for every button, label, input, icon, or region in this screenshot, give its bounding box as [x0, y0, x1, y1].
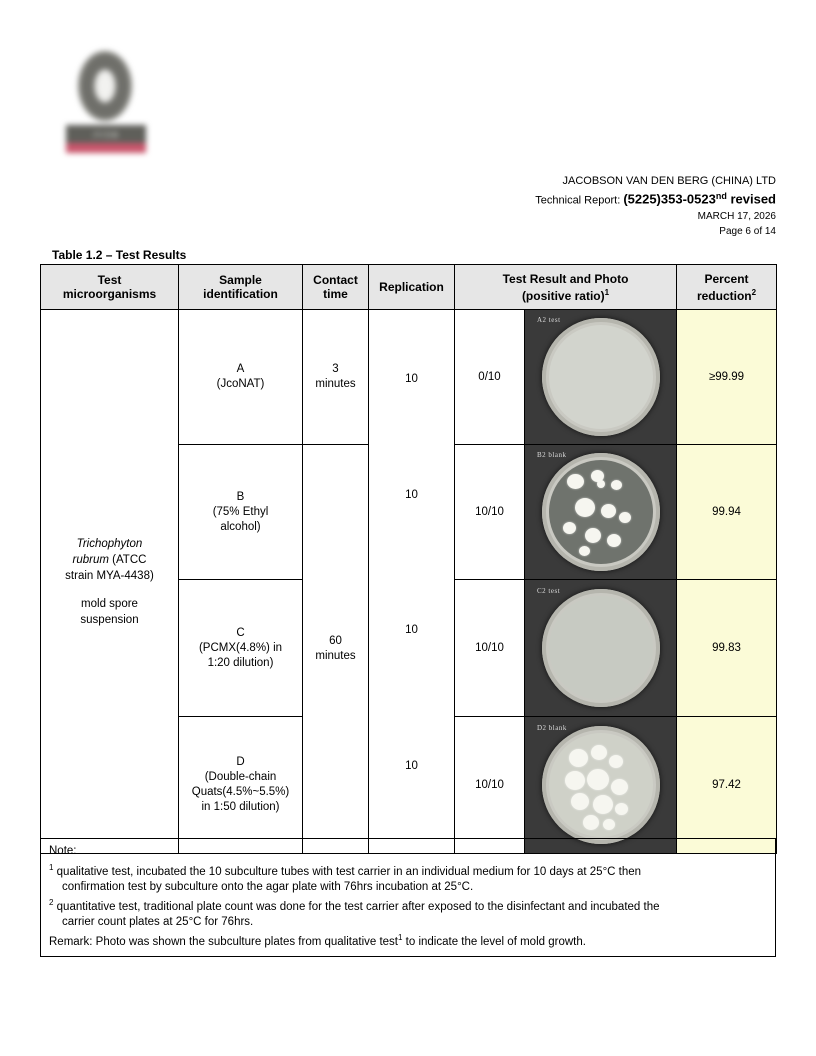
column-header-result-line1: Test Result and Photo — [502, 271, 629, 286]
note-item-1 — [49, 860, 767, 880]
colony — [565, 771, 585, 790]
organism-name-line1 — [41, 536, 178, 552]
sample-id-line1: A — [236, 363, 245, 375]
colony — [571, 793, 589, 810]
colony — [603, 819, 615, 830]
note-box — [40, 838, 776, 957]
column-header-replication-line1: Replication — [379, 280, 444, 294]
colony — [567, 474, 584, 489]
cell-positive-ratio: 10/10 — [455, 717, 525, 854]
column-header-contact-line2: time — [323, 287, 348, 301]
header-report-number: (5225)353-0523 — [623, 191, 716, 207]
colony — [583, 815, 599, 830]
header-company: JACOBSON VAN DEN BERG (CHINA) LTD — [562, 175, 776, 187]
sample-id-line1: D — [236, 756, 245, 768]
petri-photo-d — [525, 718, 676, 852]
colony — [579, 546, 590, 556]
colony — [611, 779, 628, 795]
organism-strain: strain MYA-4438) — [65, 569, 154, 582]
logo-wordmark: JVDB — [92, 130, 120, 140]
note-1-marker: 1 — [49, 863, 54, 872]
column-header-contact-line1: Contact — [313, 273, 358, 287]
sample-id-line3: alcohol) — [220, 520, 261, 533]
table-row — [41, 310, 777, 445]
petri-agar-surface — [549, 460, 653, 564]
sample-id-line2: (PCMX(4.8%) in — [198, 641, 283, 654]
cell-photo — [525, 580, 677, 717]
petri-photo-c — [525, 581, 676, 715]
sample-id-line3: Quats(4.5%~5.5%) — [191, 786, 290, 798]
cell-sample-id — [179, 717, 303, 854]
contact-time-unit: minutes — [315, 650, 356, 662]
column-header-percent-line2-text: reduction — [696, 288, 752, 303]
column-header-percent-reduction — [677, 265, 777, 310]
colony — [609, 755, 623, 768]
petri-photo-label: D2 blank — [537, 724, 567, 732]
column-header-contact-time — [303, 265, 369, 310]
cell-percent-reduction: ≥99.99 — [677, 310, 777, 445]
sample-id-line2: (75% Ethyl — [212, 505, 269, 518]
contact-time-unit: minutes — [315, 378, 356, 390]
note-2-line1: quantitative test, traditional plate count was done for the test carrier after exposed to the disinfectant and incubated the — [53, 900, 660, 913]
colony — [615, 803, 628, 815]
contact-time-value: 3 — [332, 363, 339, 375]
header-report-label: Technical Report: — [535, 194, 624, 207]
column-header-percent-footnote-marker: 2 — [751, 287, 757, 297]
column-header-result-footnote-marker: 1 — [604, 287, 610, 297]
cell-percent-reduction: 99.83 — [677, 580, 777, 717]
replication-value-c: 10 — [405, 623, 418, 636]
petri-photo-label: C2 test — [537, 587, 561, 595]
cell-positive-ratio: 10/10 — [455, 445, 525, 580]
organism-name-line2 — [41, 552, 178, 568]
note-remark-post: to indicate the level of mold growth. — [402, 935, 586, 948]
cell-positive-ratio: 0/10 — [455, 310, 525, 445]
petri-photo-label: A2 test — [537, 316, 561, 324]
organism-atcc-prefix: (ATCC — [108, 553, 147, 566]
cell-percent-reduction: 97.42 — [677, 717, 777, 854]
logo-ring-inner-icon — [94, 69, 116, 103]
cell-photo — [525, 310, 677, 445]
cell-sample-id — [179, 580, 303, 717]
note-remark-pre: Remark: Photo was shown the subculture plates from qualitative test — [49, 935, 399, 948]
cell-sample-id — [179, 445, 303, 580]
petri-agar-surface — [549, 325, 653, 429]
replication-value-b: 10 — [405, 488, 418, 501]
cell-photo — [525, 717, 677, 854]
contact-time-value: 60 — [329, 635, 342, 647]
column-header-microorganisms-line1: Test — [97, 273, 122, 287]
sample-id-line1: B — [236, 490, 245, 503]
note-remark-marker: 1 — [398, 932, 403, 942]
colony — [575, 498, 595, 517]
cell-contact-time-60min — [303, 445, 369, 854]
note-remark — [49, 930, 767, 950]
cell-organism — [41, 310, 179, 854]
test-results-table — [40, 264, 777, 854]
column-header-microorganisms-line2: microorganisms — [62, 287, 157, 301]
colony — [611, 480, 622, 490]
colony — [591, 745, 607, 760]
header-date: MARCH 17, 2026 — [697, 210, 776, 222]
colony — [585, 528, 601, 543]
organism-form-line2: suspension — [80, 613, 139, 626]
document-header — [535, 174, 776, 239]
column-header-result-line2 — [458, 286, 673, 303]
sample-id-line1: C — [236, 626, 245, 639]
logo-graphic — [66, 47, 146, 159]
company-logo — [66, 47, 146, 159]
sample-id-line3: 1:20 dilution) — [207, 656, 274, 669]
sample-id-line4: in 1:50 dilution) — [201, 801, 280, 813]
organism-genus: Trichophyton — [76, 537, 143, 550]
header-page-number: Page 6 of 14 — [719, 225, 776, 237]
petri-agar-surface — [549, 596, 653, 700]
note-item-2 — [49, 895, 767, 915]
column-header-replication — [369, 265, 455, 310]
petri-photo-label: B2 blank — [537, 451, 567, 459]
column-header-percent-line1: Percent — [704, 271, 749, 286]
colony — [587, 769, 609, 790]
table-header-row — [41, 265, 777, 310]
note-item-2-cont: carrier count plates at 25°C for 76hrs. — [62, 915, 254, 928]
sample-id-line2: (Double-chain — [204, 771, 277, 783]
column-header-microorganisms — [41, 265, 179, 310]
cell-positive-ratio: 10/10 — [455, 580, 525, 717]
colony — [607, 534, 621, 547]
note-title: Note: — [49, 845, 77, 857]
cell-sample-id — [179, 310, 303, 445]
organism-species: rubrum — [72, 553, 109, 566]
column-header-percent-line2 — [680, 286, 773, 303]
colony — [601, 504, 616, 518]
petri-photo-b — [525, 445, 676, 579]
colony — [619, 512, 631, 523]
column-header-sample-line2: identification — [203, 287, 278, 301]
colony — [593, 795, 613, 814]
column-header-result-line2-text: (positive ratio) — [521, 288, 605, 303]
replication-value-a: 10 — [405, 372, 418, 385]
cell-contact-time-3min — [303, 310, 369, 445]
cell-photo — [525, 445, 677, 580]
header-report-line — [535, 189, 776, 209]
column-header-sample-identification — [179, 265, 303, 310]
column-header-test-result-photo — [455, 265, 677, 310]
colony — [569, 749, 588, 767]
header-report-revision: revised — [726, 191, 776, 207]
note-2-marker: 2 — [49, 897, 54, 907]
cell-percent-reduction: 99.94 — [677, 445, 777, 580]
table-caption: Table 1.2 – Test Results — [52, 248, 187, 262]
note-item-1-cont: confirmation test by subculture onto the agar plate with 76hrs incubation at 25°C. — [62, 880, 474, 893]
organism-form-line1: mold spore — [81, 597, 138, 610]
header-report-revision-sup: nd — [715, 191, 727, 201]
cell-replication-group — [369, 310, 455, 854]
sample-id-line2: (JcoNAT) — [216, 378, 265, 390]
petri-photo-a — [525, 310, 676, 444]
column-header-sample-line1: Sample — [219, 273, 262, 287]
note-1-line1: qualitative test, incubated the 10 subculture tubes with test carrier in an individual medium for 10 days at 25°C then — [53, 865, 642, 878]
colony — [597, 480, 605, 488]
colony — [563, 522, 576, 534]
replication-value-d: 10 — [405, 759, 418, 772]
petri-agar-surface — [549, 733, 653, 837]
